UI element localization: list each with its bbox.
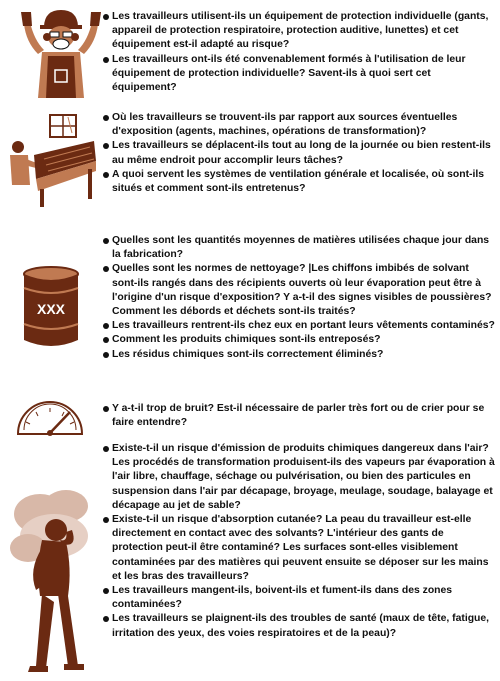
section-chemical-handling (0, 232, 500, 392)
chemical-barrel-icon (22, 266, 80, 348)
list-item: Les travailleurs utilisent-ils un équipement de protection individuelle (gants, appareil de protection respiratoire, protection auditive, lunettes) et cet équipement est-il adapté au risque? (103, 10, 495, 53)
coughing-worker-in-fumes-icon (6, 486, 100, 676)
question-list (103, 402, 495, 430)
list-item: Les travailleurs mangent-ils, boivent-ils et fument-ils dans des zones contaminées? (103, 584, 495, 612)
list-item: Les travailleurs se déplacent-ils tout au long de la journée ou bien restent-ils au même endroit pour accomplir leurs tâches? (103, 139, 495, 167)
question-list (103, 234, 495, 362)
list-item: Y a-t-il trop de bruit? Est-il nécessaire de parler très fort ou de crier pour se faire entendre? (103, 402, 495, 430)
question-list (103, 10, 495, 95)
list-item: Les travailleurs rentrent-ils chez eux en portant leurs vêtements contaminés? (103, 319, 495, 333)
question-list (103, 111, 495, 196)
section-health-risks (0, 442, 500, 681)
list-item: Comment les produits chimiques sont-ils entreposés? (103, 333, 495, 347)
worker-protective-equipment-icon (18, 4, 104, 98)
list-item: Existe-t-il un risque d'absorption cutanée? La peau du travailleur est-elle directement en contact avec des solvants? L'intérieur des gants de protection peut-il être contaminé? Les surfaces sont-elles visiblement contaminées par des matières qui peuvent ensuite se déposer sur les mains et les bras des travailleurs? (103, 513, 495, 584)
list-item: Où les travailleurs se trouvent-ils par rapport aux sources éventuelles d'exposition (agents, machines, opérations de transformation)? (103, 111, 495, 139)
section-noise (0, 398, 500, 438)
list-item: Quelles sont les quantités moyennes de matières utilisées chaque jour dans la fabrication? (103, 234, 495, 262)
list-item: Les travailleurs ont-ils été convenablement formés à l'utilisation de leur équipement de protection individuelle? Savent-ils à quoi sert cet équipement? (103, 53, 495, 96)
list-item: Les travailleurs se plaignent-ils des troubles de santé (maux de tête, fatigue, irritation des yeux, des voies respiratoires et de la peau)? (103, 612, 495, 640)
section-protective-equipment (0, 0, 500, 100)
worker-at-machine-icon (6, 111, 98, 211)
barrel-label: XXX (36, 301, 66, 317)
section-exposure-location (0, 105, 500, 215)
list-item: Les résidus chimiques sont-ils correctement éliminés? (103, 348, 495, 362)
list-item: A quoi servent les systèmes de ventilation générale et localisée, où sont-ils situés et comment sont-ils entretenus? (103, 168, 495, 196)
list-item: Quelles sont les normes de nettoyage? |Les chiffons imbibés de solvant sont-ils rangés dans des récipients ouverts où leur évaporation peut être à l'origine d'un risque d'exposition? Y a-t-il des signes visibles de poussières? Comment les débords et déchets sont-ils traités? (103, 262, 495, 319)
list-item: Existe-t-il un risque d'émission de produits chimiques dangereux dans l'air? Les procédés de transformation produisent-ils des vapeurs par évaporation à l'air libre, chauffage, séchage ou pulvérisation, ou bien des particules en suspension dans l'air par décapage, broyage, meulage, soudage, balayage et décapage au jet de sable? (103, 442, 495, 513)
noise-meter-gauge-icon (14, 400, 86, 436)
question-list (103, 442, 495, 641)
